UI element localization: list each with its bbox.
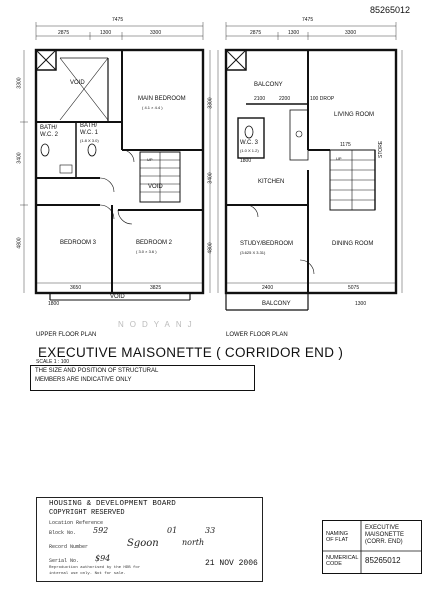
dim-balcony-seg: 1800	[48, 301, 60, 307]
dim-balcony-b: 2200	[279, 96, 291, 102]
dim-stair: 1175	[340, 142, 351, 148]
stamp-subheader: COPYRIGHT RESERVED	[49, 509, 125, 517]
dim-bottom-right-2: 5075	[348, 285, 360, 291]
upper-floor-plan	[20, 22, 203, 300]
room-study-size: (3.625 X 3.31)	[240, 250, 266, 255]
hdb-copyright-stamp	[36, 497, 263, 582]
room-bedroom-3: BEDROOM 3	[60, 240, 97, 246]
stamp-row-record: Record Number	[49, 544, 89, 550]
room-bath-wc1-size: (1.8 X 3.0)	[80, 138, 99, 143]
stamp-row-block: Block No.	[49, 530, 77, 536]
stair-up-lower: UP	[336, 156, 342, 161]
drawing-scale: SCALE 1 : 100	[36, 359, 70, 365]
dim-top-right-seg-3: 3300	[345, 30, 357, 36]
stamp-floor-handwritten: 01	[167, 526, 178, 535]
stamp-row-location: Location Reference	[49, 520, 104, 526]
dim-left-height-1: 3300	[16, 77, 23, 89]
drawing-title: EXECUTIVE MAISONETTE ( CORRIDOR END )	[38, 345, 344, 360]
room-bedroom-2: BEDROOM 2	[136, 240, 173, 246]
room-study-bedroom: STUDY/BEDROOM	[240, 241, 294, 247]
stamp-row-serial: Serial No.	[49, 558, 80, 564]
dim-top-right-seg-1: 2875	[250, 30, 262, 36]
room-dining-room: DINING ROOM	[332, 241, 374, 247]
dim-top-right-seg-2: 1300	[288, 30, 300, 36]
dim-balcony-a: 2100	[254, 96, 266, 102]
dim-left-height-2: 3400	[16, 152, 23, 164]
title-block-naming-value: EXECUTIVE MAISONETTE (CORR. END)	[365, 525, 405, 545]
dim-wc3: 1800	[240, 158, 252, 164]
upper-plan-title: UPPER FLOOR PLAN	[36, 332, 97, 338]
dim-bottom-left-1: 3650	[70, 285, 82, 291]
room-main-bedroom-size: ( 4.1 × 4.4 )	[142, 105, 163, 110]
stamp-header: HOUSING & DEVELOPMENT BOARD	[49, 500, 176, 508]
stamp-number-handwritten: 33	[205, 526, 216, 535]
room-kitchen: KITCHEN	[258, 179, 285, 185]
room-bedroom-2-size: ( 3.0 × 3.6 )	[136, 249, 157, 254]
dim-mid-height-1: 3300	[207, 97, 214, 109]
stamp-row-reproduction: Reproduction authorised by the HDB for	[49, 566, 141, 570]
stamp-row-internal: internal use only. Not for sale.	[49, 572, 126, 576]
dim-balcony-seg-right: 1300	[355, 301, 367, 307]
stamp-street2-handwritten: north	[182, 538, 205, 547]
room-living-room: LIVING ROOM	[334, 112, 375, 118]
dim-mid-height-2: 3400	[207, 172, 214, 184]
stamp-street-handwritten: Sgoon	[127, 538, 159, 549]
room-store: STORE	[378, 140, 384, 158]
dim-top-left-seg-1: 2875	[58, 30, 70, 36]
stamp-serial-handwritten: $94	[95, 554, 111, 563]
note-line-2: MEMBERS ARE INDICATIVE ONLY	[35, 377, 132, 383]
dim-top-left-seg-3: 3300	[150, 30, 162, 36]
title-block-naming-label: NAMING OF FLAT	[326, 531, 349, 543]
document-number: 85265012	[370, 5, 411, 15]
stamp-block-handwritten: 592	[93, 526, 109, 535]
room-balcony-bottom: BALCONY	[262, 301, 291, 307]
dim-left-height-3: 4800	[16, 237, 23, 249]
room-balcony-top: BALCONY	[254, 82, 283, 88]
room-main-bedroom: MAIN BEDROOM	[138, 96, 186, 102]
flat-title-block	[322, 520, 422, 574]
room-bath-wc2: BATH/ W.C. 2	[40, 125, 59, 138]
room-void: VOID	[70, 80, 85, 86]
title-block-code-label: NUMERICAL CODE	[326, 555, 359, 567]
dim-top-left-seg-2: 1300	[100, 30, 112, 36]
dim-bottom-right-1: 2400	[262, 285, 274, 291]
room-wc3: W.C. 3	[240, 140, 259, 146]
note-line-1: THE SIZE AND POSITION OF STRUCTURAL	[35, 368, 159, 374]
room-wc3-size: (1.0 X 1.2)	[240, 148, 259, 153]
dim-top-total-right: 7475	[302, 17, 314, 23]
lower-floor-plan	[226, 22, 402, 310]
structural-note	[30, 365, 255, 391]
lower-plan-title: LOWER FLOOR PLAN	[226, 332, 288, 338]
dim-bottom-left-2: 3825	[150, 285, 162, 291]
room-bath-wc1: BATH/ W.C. 1	[80, 123, 99, 136]
watermark: NODYANJ	[118, 320, 198, 329]
room-void-stair: VOID	[148, 184, 163, 190]
stamp-date: 21 NOV 2006	[205, 559, 258, 568]
dim-mid-height-3: 4800	[207, 242, 214, 254]
title-block-code-value: 85265012	[365, 556, 401, 565]
stair-up-upper: UP	[147, 157, 153, 162]
dim-drop: 100 DROP	[310, 96, 335, 102]
dim-top-total-left: 7475	[112, 17, 124, 23]
room-void-bottom: VOID	[110, 294, 125, 300]
